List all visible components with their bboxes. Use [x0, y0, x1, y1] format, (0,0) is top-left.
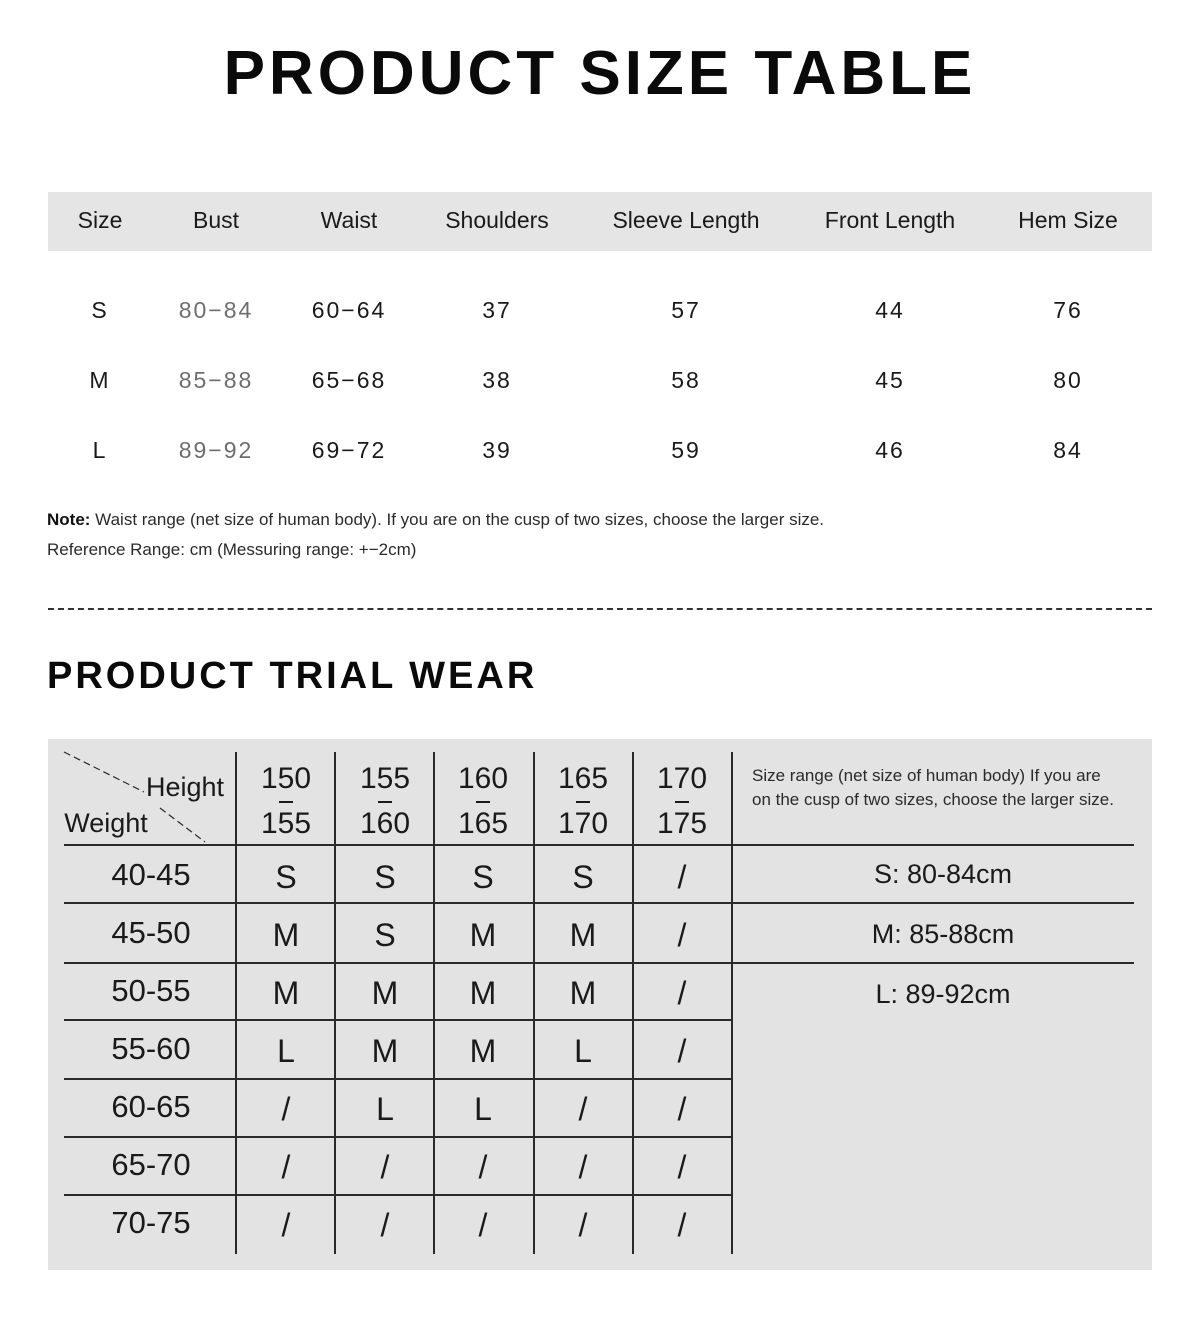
grid-line	[433, 752, 435, 1254]
size-table-cell: S	[91, 297, 109, 323]
size-cell: M	[469, 1033, 497, 1069]
size-table-cell: 45	[875, 367, 905, 393]
size-table-header: Size	[77, 207, 123, 233]
size-table-cell: 38	[482, 367, 512, 393]
size-table-cell: 37	[482, 297, 512, 323]
height-range-dash	[378, 801, 392, 803]
size-table-cell: 84	[1053, 437, 1083, 463]
size-table-header: Shoulders	[445, 207, 549, 233]
size-cell: S	[374, 859, 396, 895]
height-range-end: 155	[260, 807, 312, 840]
size-cell: L	[474, 1091, 492, 1127]
size-table-header: Hem Size	[1018, 207, 1118, 233]
height-axis-label: Height	[145, 772, 225, 802]
size-cell: M	[469, 975, 497, 1011]
size-cell: M	[371, 975, 399, 1011]
reference-range-note: Reference Range: cm (Messuring range: +−2cm)	[47, 540, 417, 559]
size-table-cell: 58	[671, 367, 701, 393]
size-range-note: on the cusp of two sizes, choose the larger size.	[752, 790, 1114, 809]
size-table-cell: 89−92	[178, 437, 254, 463]
grid-line	[64, 902, 1134, 904]
size-cell: /	[478, 1207, 488, 1243]
weight-range: 45-50	[111, 915, 191, 950]
section-divider	[48, 608, 1152, 610]
size-table-cell: 76	[1053, 297, 1083, 323]
grid-line	[64, 1136, 732, 1138]
size-table-cell: 60−64	[311, 297, 387, 323]
size-range-m: M: 85-88cm	[871, 919, 1015, 949]
size-table-header: Sleeve Length	[612, 207, 760, 233]
size-note	[47, 510, 824, 530]
size-cell: /	[578, 1207, 588, 1243]
size-table-header: Waist	[320, 207, 378, 233]
grid-line	[64, 844, 1134, 846]
size-table-cell: 80	[1053, 367, 1083, 393]
height-range-end: 160	[359, 807, 411, 840]
size-table-cell: 57	[671, 297, 701, 323]
size-cell: /	[281, 1149, 291, 1185]
size-table-cell: 69−72	[311, 437, 387, 463]
size-table-cell: 46	[875, 437, 905, 463]
size-cell: /	[677, 1033, 687, 1069]
note-text: Waist range (net size of human body). If you are on the cusp of two sizes, choose the larger size.	[90, 510, 825, 529]
height-range-start: 160	[457, 762, 509, 795]
size-cell: L	[277, 1033, 295, 1069]
grid-line	[64, 962, 1134, 964]
size-cell: /	[677, 1149, 687, 1185]
size-table-header: Front Length	[824, 207, 956, 233]
size-table-cell: 80−84	[178, 297, 254, 323]
size-table-cell: M	[89, 367, 111, 393]
height-range-start: 155	[359, 762, 411, 795]
size-table-cell: L	[92, 437, 108, 463]
weight-range: 40-45	[111, 857, 191, 892]
size-cell: S	[374, 917, 396, 953]
size-range-l: L: 89-92cm	[875, 979, 1011, 1009]
grid-line	[334, 752, 336, 1254]
size-cell: S	[572, 859, 594, 895]
size-range-note: Size range (net size of human body) If you are	[752, 766, 1101, 785]
size-cell: /	[380, 1149, 390, 1185]
height-range-dash	[675, 801, 689, 803]
size-table-cell: 85−88	[178, 367, 254, 393]
weight-axis-label: Weight	[64, 808, 148, 838]
size-table-header: Bust	[192, 207, 240, 233]
weight-range: 50-55	[111, 973, 191, 1008]
size-cell: L	[376, 1091, 394, 1127]
grid-line	[235, 752, 237, 1254]
size-table-cell: 39	[482, 437, 512, 463]
height-range-end: 165	[457, 807, 509, 840]
size-table-cell: 59	[671, 437, 701, 463]
size-cell: M	[469, 917, 497, 953]
height-range-dash	[279, 801, 293, 803]
height-range-start: 170	[656, 762, 708, 795]
height-range-start: 150	[260, 762, 312, 795]
size-range-s: S: 80-84cm	[873, 859, 1013, 889]
height-range-dash	[576, 801, 590, 803]
page-title: PRODUCT SIZE TABLE	[223, 39, 977, 108]
size-cell: S	[472, 859, 494, 895]
size-cell: /	[578, 1149, 588, 1185]
size-cell: /	[677, 1091, 687, 1127]
grid-line	[731, 752, 733, 1254]
size-cell: M	[569, 917, 597, 953]
grid-line	[64, 1019, 732, 1021]
grid-line	[64, 1078, 732, 1080]
size-cell: /	[380, 1207, 390, 1243]
size-cell: /	[677, 859, 687, 895]
grid-line	[632, 752, 634, 1254]
section-title: PRODUCT TRIAL WEAR	[47, 655, 538, 697]
size-cell: /	[281, 1091, 291, 1127]
size-cell: /	[677, 975, 687, 1011]
size-cell: M	[272, 917, 300, 953]
size-cell: /	[677, 1207, 687, 1243]
size-cell: /	[478, 1149, 488, 1185]
weight-range: 55-60	[111, 1031, 191, 1066]
size-cell: M	[272, 975, 300, 1011]
height-range-dash	[476, 801, 490, 803]
size-cell: M	[569, 975, 597, 1011]
weight-range: 70-75	[111, 1205, 191, 1240]
weight-range: 60-65	[111, 1089, 191, 1124]
size-cell: M	[371, 1033, 399, 1069]
height-range-start: 165	[557, 762, 609, 795]
height-range-end: 170	[557, 807, 609, 840]
size-table-cell: 44	[875, 297, 905, 323]
note-label: Note:	[47, 510, 91, 529]
size-cell: /	[677, 917, 687, 953]
size-cell: /	[281, 1207, 291, 1243]
grid-line	[64, 1194, 732, 1196]
height-range-end: 175	[656, 807, 708, 840]
size-table-cell: 65−68	[311, 367, 387, 393]
weight-range: 65-70	[111, 1147, 191, 1182]
size-cell: L	[574, 1033, 592, 1069]
size-cell: /	[578, 1091, 588, 1127]
size-cell: S	[275, 859, 297, 895]
grid-line	[533, 752, 535, 1254]
